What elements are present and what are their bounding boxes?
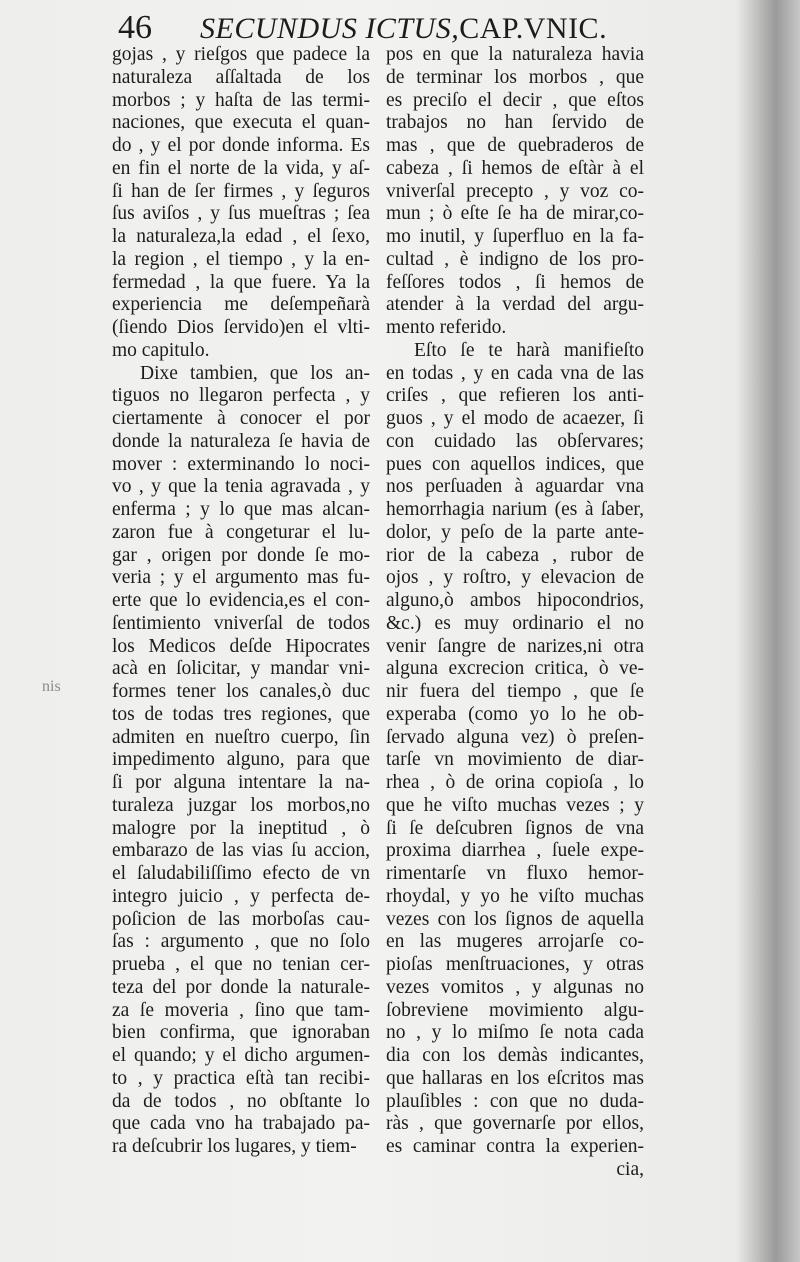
text-line: cia, (616, 1158, 644, 1180)
text-line: naturaleza aſſaltada de los (112, 66, 370, 88)
text-line: veria ; y el argumento mas fu- (112, 567, 370, 589)
text-line: malogre por la ineptitud , ò (112, 817, 370, 839)
text-line: feſſores todos , ſi hemos de (386, 271, 644, 293)
text-line: enferma ; y lo que mas alcan- (112, 499, 370, 520)
text-line: el ſaludabiliſſimo efecto de vn (112, 863, 370, 884)
text-line: poſicion de las morboſas cau- (112, 908, 370, 930)
text-line: con cuidado las obſervares; (386, 430, 644, 452)
text-line: ſi ſe deſcubren ſignos de vna (386, 817, 644, 839)
chapter-label: CAP.VNIC. (459, 12, 608, 45)
text-line: zaron fue à congeturar el lu- (112, 521, 370, 543)
text-line: teza del por donde la naturale- (112, 976, 370, 998)
text-line: vo , y que la tenia agravada , y (112, 476, 370, 498)
text-line: ſentimiento vniverſal de todos (112, 612, 370, 634)
text-line: trabajos no han ſervido de (386, 112, 644, 134)
text-line: ſas : argumento , que no ſolo (112, 931, 370, 953)
text-line: embarazo de las vias ſu accion, (112, 840, 370, 862)
text-line: ciertamente à conocer el por (112, 408, 370, 429)
text-line: pos en que la naturaleza havia (386, 44, 644, 65)
text-line: que cada vno ha trabajado pa- (112, 1113, 370, 1135)
text-line: ſi han de ſer firmes , y ſeguros (112, 180, 370, 202)
text-line: plauſibles : con que no duda- (386, 1090, 644, 1112)
text-line: la naturaleza,la edad , el ſexo, (112, 226, 370, 247)
text-line: criſes , que refieren los anti- (386, 385, 644, 407)
text-line: ra deſcubrir los lugares, y tiem- (112, 1136, 357, 1157)
text-line: guos , y el modo de acaezer, ſi (386, 408, 644, 429)
left-column (112, 44, 370, 1159)
text-line: tiguos no llegaron perfecta , y (112, 385, 370, 407)
text-line: tos de todas tres regiones, que (112, 703, 370, 725)
text-line: (ſiendo Dios ſervido)en el vlti- (112, 317, 370, 338)
text-line: experaba (como yo lo he ob- (386, 703, 644, 725)
text-line: admiten en nueſtro cuerpo, ſin (112, 726, 370, 748)
page-number: 46 (118, 9, 152, 46)
text-line: la region , el tiempo , y la en- (112, 248, 370, 270)
text-line: integro juicio , y perfecta de- (112, 885, 370, 907)
text-line: proxima diarrhea , ſuele expe- (386, 840, 644, 862)
margin-mark: nis (42, 678, 61, 695)
text-line: alguna excrecion critica, ò ve- (386, 658, 644, 680)
text-line: alguno,ò ambos hipocondrios, (386, 590, 644, 611)
text-line: en fin el norte de la vida, y aſ- (112, 157, 370, 179)
text-line: en todas , y en cada vna de las (386, 362, 644, 384)
text-line: &c.) es muy ordinario el no (386, 612, 644, 634)
text-line: dolor, y peſo de la parte ante- (386, 521, 644, 543)
text-line: venir ſangre de narizes,ni otra (386, 635, 644, 657)
text-line: Dixe tambien, que los an- (140, 362, 370, 384)
text-line: ſervado alguna vez) ò preſen- (386, 726, 644, 748)
text-line: hemorrhagia narium (es à ſaber, (386, 499, 644, 520)
text-line: fermedad , la que fuere. Ya la (112, 271, 370, 293)
text-line: que he viſto muchas vezes ; y (386, 794, 644, 816)
running-head-title: SECUNDUS ICTUS, (200, 12, 460, 45)
text-line: nos perſuaden à aguardar vna (386, 476, 644, 498)
text-line: mo inutil, y ſuperfluo en la fa- (386, 226, 644, 247)
text-line: vezes vomitos , y algunas no (386, 976, 644, 998)
text-line: morbos ; y haſta de las termi- (112, 89, 370, 111)
text-line: mover : exterminando lo noci- (112, 453, 370, 475)
text-line: to , y practica eſtà tan recibi- (112, 1067, 370, 1089)
text-line: que hallaras en los eſcritos mas (386, 1067, 644, 1089)
text-line: ojos , y roſtro, y elevacion de (386, 567, 644, 589)
text-line: erte que lo evidencia,es el con- (112, 590, 370, 611)
text-line: nir fuera del tiempo , que ſe (386, 681, 644, 702)
text-line: rhoydal, y yo he viſto muchas (386, 885, 644, 907)
text-line: gar , origen por donde ſe mo- (112, 544, 370, 566)
text-line: formes tener los canales,ò duc (112, 681, 370, 702)
text-line: impedimento alguno, para que (112, 749, 370, 771)
text-line: pues con aquellos indices, que (386, 453, 644, 475)
text-line: da de todos , no obſtante lo (112, 1090, 370, 1112)
text-line: donde la naturaleza ſe havia de (112, 430, 370, 452)
text-line: ſus aviſos , y ſus mueſtras ; ſea (112, 203, 370, 225)
text-line: dia con los demàs indicantes, (386, 1045, 644, 1066)
text-line: rhea , ò de orina copioſa , lo (386, 772, 644, 793)
text-line: de terminar los morbos , que (386, 66, 644, 88)
text-line: naciones, que executa el quan- (112, 112, 370, 134)
text-line: mun ; ò eſte ſe ha de mirar,co- (386, 203, 644, 225)
text-line: experiencia me deſempeñarà (112, 294, 370, 316)
text-line: mas , que de quebraderos de (386, 135, 644, 156)
text-line: ſobreviene movimiento algu- (386, 999, 644, 1021)
right-column (386, 44, 644, 1182)
text-line: prueba , el que no tenian cer- (112, 954, 370, 975)
text-line: do , y el por donde informa. Es (112, 135, 370, 156)
text-line: bien confirma, que ignoraban (112, 1022, 370, 1044)
text-line: rior de la cabeza , rubor de (386, 544, 644, 566)
text-line: ſi por alguna intentare la na- (112, 772, 370, 793)
text-line: en las mugeres arrojarſe co- (386, 931, 644, 953)
page-header (118, 8, 638, 48)
text-line: el quando; y el dicho argumen- (112, 1045, 370, 1066)
text-line: cabeza , ſi hemos de eſtàr à el (386, 157, 644, 179)
text-line: vezes con los ſignos de aquella (386, 908, 644, 930)
text-line: mento referido. (386, 317, 507, 338)
text-line: los Medicos deſde Hipocrates (112, 635, 370, 657)
text-line: no , y lo miſmo ſe nota cada (386, 1022, 644, 1044)
text-line: vniverſal precepto , y voz co- (386, 180, 644, 202)
text-line: mo capitulo. (112, 339, 210, 361)
text-line: es preciſo el decir , que eſtos (386, 89, 644, 111)
text-line: cultad , è indigno de los pro- (386, 248, 644, 270)
text-line: za ſe moveria , ſino que tam- (112, 999, 370, 1021)
text-line: ràs , que governarſe por ellos, (386, 1113, 644, 1135)
text-line: pioſas menſtruaciones, y otras (386, 954, 644, 975)
text-line: Eſto ſe te harà manifieſto (414, 339, 644, 361)
running-head (200, 10, 607, 48)
text-line: tarſe vn movimiento de diar- (386, 749, 644, 771)
text-line: gojas , y rieſgos que padece la (112, 44, 370, 65)
text-line: rimentarſe vn fluxo hemor- (386, 863, 644, 884)
text-line: turaleza juzgar los morbos,no (112, 794, 370, 816)
text-line: atender à la verdad del argu- (386, 294, 644, 316)
text-line: acà en ſolicitar, y mandar vni- (112, 658, 370, 680)
text-line: es caminar contra la experien- (386, 1136, 644, 1157)
